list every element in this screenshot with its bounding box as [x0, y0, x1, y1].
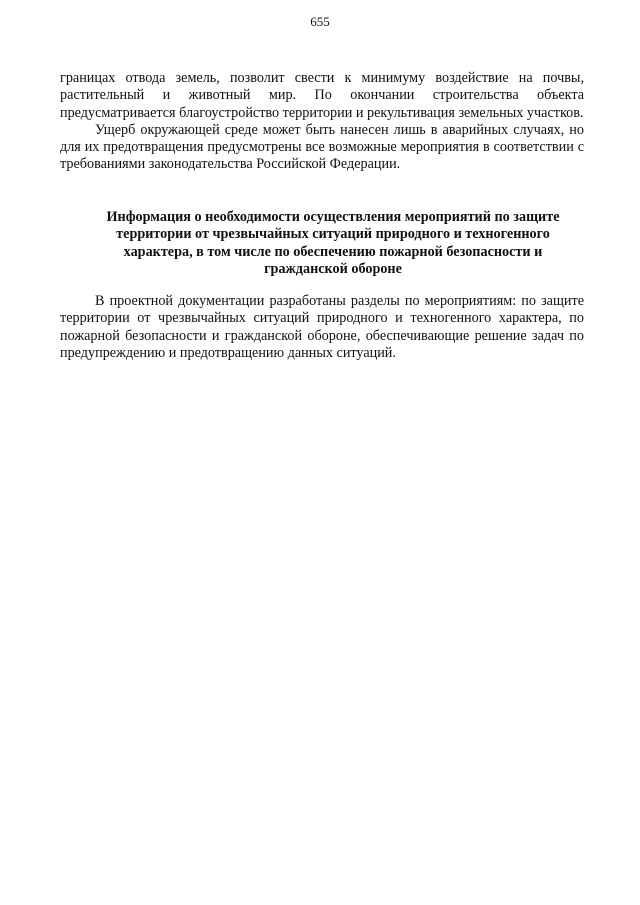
text-block-top: [60, 70, 584, 174]
paragraph-damage: Ущерб окружающей среде может быть нанесен лишь в аварийных случаях, но для их предотвращения предусмотрены все возможные мероприятия в соответствии с требованиями законодательства Российской Федерации.: [60, 121, 584, 173]
paragraph-continuation: границах отвода земель, позволит свести к минимуму воздействие на почвы, растительный и животный мир. По окончании строительства объекта предусматривается благоустройство территории и рекультивация земельных участков.: [60, 70, 584, 121]
page-number: 655: [310, 14, 330, 29]
section-heading: Информация о необходимости осуществления мероприятий по защите территории от чрезвычайных ситуаций природного и техногенного характера, в том числе по обеспечению пожарной безопасности и гражданской обороне: [106, 209, 560, 277]
text-block-bottom: [60, 293, 584, 362]
paragraph-project: В проектной документации разработаны разделы по мероприятиям: по защите территории от чрезвычайных ситуаций природного и техногенного характера, по пожарной безопасности и гражданской обороне, обеспечивающие решение задач по предупреждению и предотвращению данных ситуаций.: [60, 293, 584, 361]
